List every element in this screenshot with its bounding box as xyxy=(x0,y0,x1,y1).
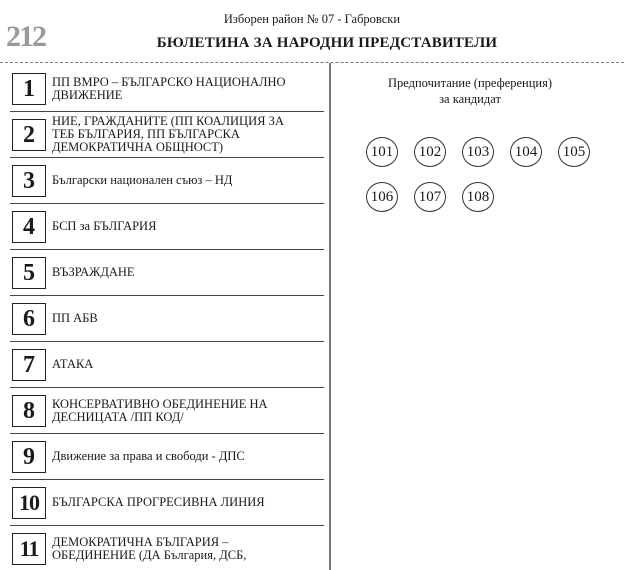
party-number-box[interactable]: 9 xyxy=(12,441,46,473)
party-name-line: ОБЕДИНЕНИЕ (ДА България, ДСБ, xyxy=(52,547,247,562)
party-name xyxy=(52,434,324,479)
column-divider xyxy=(329,63,331,570)
party-row-6[interactable] xyxy=(10,296,324,342)
party-row-10[interactable] xyxy=(10,480,324,526)
preference-title-line-1: Предпочитание (преференция) xyxy=(387,76,553,90)
party-row-8[interactable] xyxy=(10,388,324,434)
party-name xyxy=(52,112,324,157)
party-name xyxy=(52,204,324,249)
party-name xyxy=(52,158,324,203)
party-list xyxy=(10,66,324,570)
party-name xyxy=(52,66,324,111)
party-row-9[interactable] xyxy=(10,434,324,480)
party-name-line: ПП ВМРО – БЪЛГАРСКО НАЦИОНАЛНО xyxy=(52,74,286,89)
party-number-box[interactable]: 4 xyxy=(12,211,46,243)
party-name-line: ДЕМОКРАТИЧНА БЪЛГАРИЯ – xyxy=(52,534,229,549)
candidate-circle-108[interactable]: 108 xyxy=(462,182,494,212)
party-number-box[interactable]: 6 xyxy=(12,303,46,335)
candidate-circle-105[interactable]: 105 xyxy=(558,137,590,167)
party-name xyxy=(52,480,324,525)
party-name-line: АТАКА xyxy=(52,357,94,371)
party-name-line: ТЕБ БЪЛГАРИЯ, ПП БЪЛГАРСКА xyxy=(52,127,240,141)
party-row-4[interactable] xyxy=(10,204,324,250)
party-row-1[interactable] xyxy=(10,66,324,112)
party-number-box[interactable]: 11 xyxy=(12,533,46,565)
party-name-line: ПП АБВ xyxy=(52,311,98,325)
candidate-circle-107[interactable]: 107 xyxy=(414,182,446,212)
candidate-circle-103[interactable]: 103 xyxy=(462,137,494,167)
party-row-2[interactable] xyxy=(10,112,324,158)
party-row-5[interactable] xyxy=(10,250,324,296)
preference-title-line-2: за кандидат xyxy=(439,92,501,106)
party-name-line: ДЕСНИЦАТА /ПП КОД/ xyxy=(52,409,184,424)
party-name-line: ДЕМОКРАТИЧНА ОБЩНОСТ) xyxy=(52,140,224,154)
party-name xyxy=(52,388,324,433)
ballot-title: БЮЛЕТИНА ЗА НАРОДНИ ПРЕДСТАВИТЕЛИ xyxy=(156,35,498,51)
candidate-circle-104[interactable]: 104 xyxy=(510,137,542,167)
party-name-line: БЪЛГАРСКА ПРОГРЕСИВНА ЛИНИЯ xyxy=(52,495,265,509)
party-row-11[interactable] xyxy=(10,526,324,570)
party-row-3[interactable] xyxy=(10,158,324,204)
ballot-number: 212 xyxy=(6,20,45,53)
party-name xyxy=(52,250,324,295)
party-number-box[interactable]: 3 xyxy=(12,165,46,197)
party-name xyxy=(52,342,324,387)
candidate-circle-102[interactable]: 102 xyxy=(414,137,446,167)
party-name-line: БСП за БЪЛГАРИЯ xyxy=(52,219,157,233)
party-number-box[interactable]: 7 xyxy=(12,349,46,381)
party-name-line: НИЕ, ГРАЖДАНИТЕ (ПП КОАЛИЦИЯ ЗА xyxy=(52,114,284,128)
party-name-line: КОНСЕРВАТИВНО ОБЕДИНЕНИЕ НА xyxy=(52,396,268,411)
party-row-7[interactable] xyxy=(10,342,324,388)
header-divider xyxy=(0,62,624,63)
party-name xyxy=(52,296,324,341)
party-name-line: Български национален съюз – НД xyxy=(52,173,233,187)
party-name xyxy=(52,526,324,570)
party-number-box[interactable]: 1 xyxy=(12,73,46,105)
candidate-circle-101[interactable]: 101 xyxy=(366,137,398,167)
party-number-box[interactable]: 10 xyxy=(12,487,46,519)
preference-title xyxy=(370,75,570,107)
party-number-box[interactable]: 2 xyxy=(12,119,46,151)
party-name-line: ВЪЗРАЖДАНЕ xyxy=(52,265,135,279)
district-label: Изборен район № 07 - Габровски xyxy=(223,12,401,26)
party-name-line: ДВИЖЕНИЕ xyxy=(52,87,123,102)
party-number-box[interactable]: 5 xyxy=(12,257,46,289)
party-number-box[interactable]: 8 xyxy=(12,395,46,427)
party-name-line: Движение за права и свободи - ДПС xyxy=(52,449,245,463)
candidate-circle-106[interactable]: 106 xyxy=(366,182,398,212)
